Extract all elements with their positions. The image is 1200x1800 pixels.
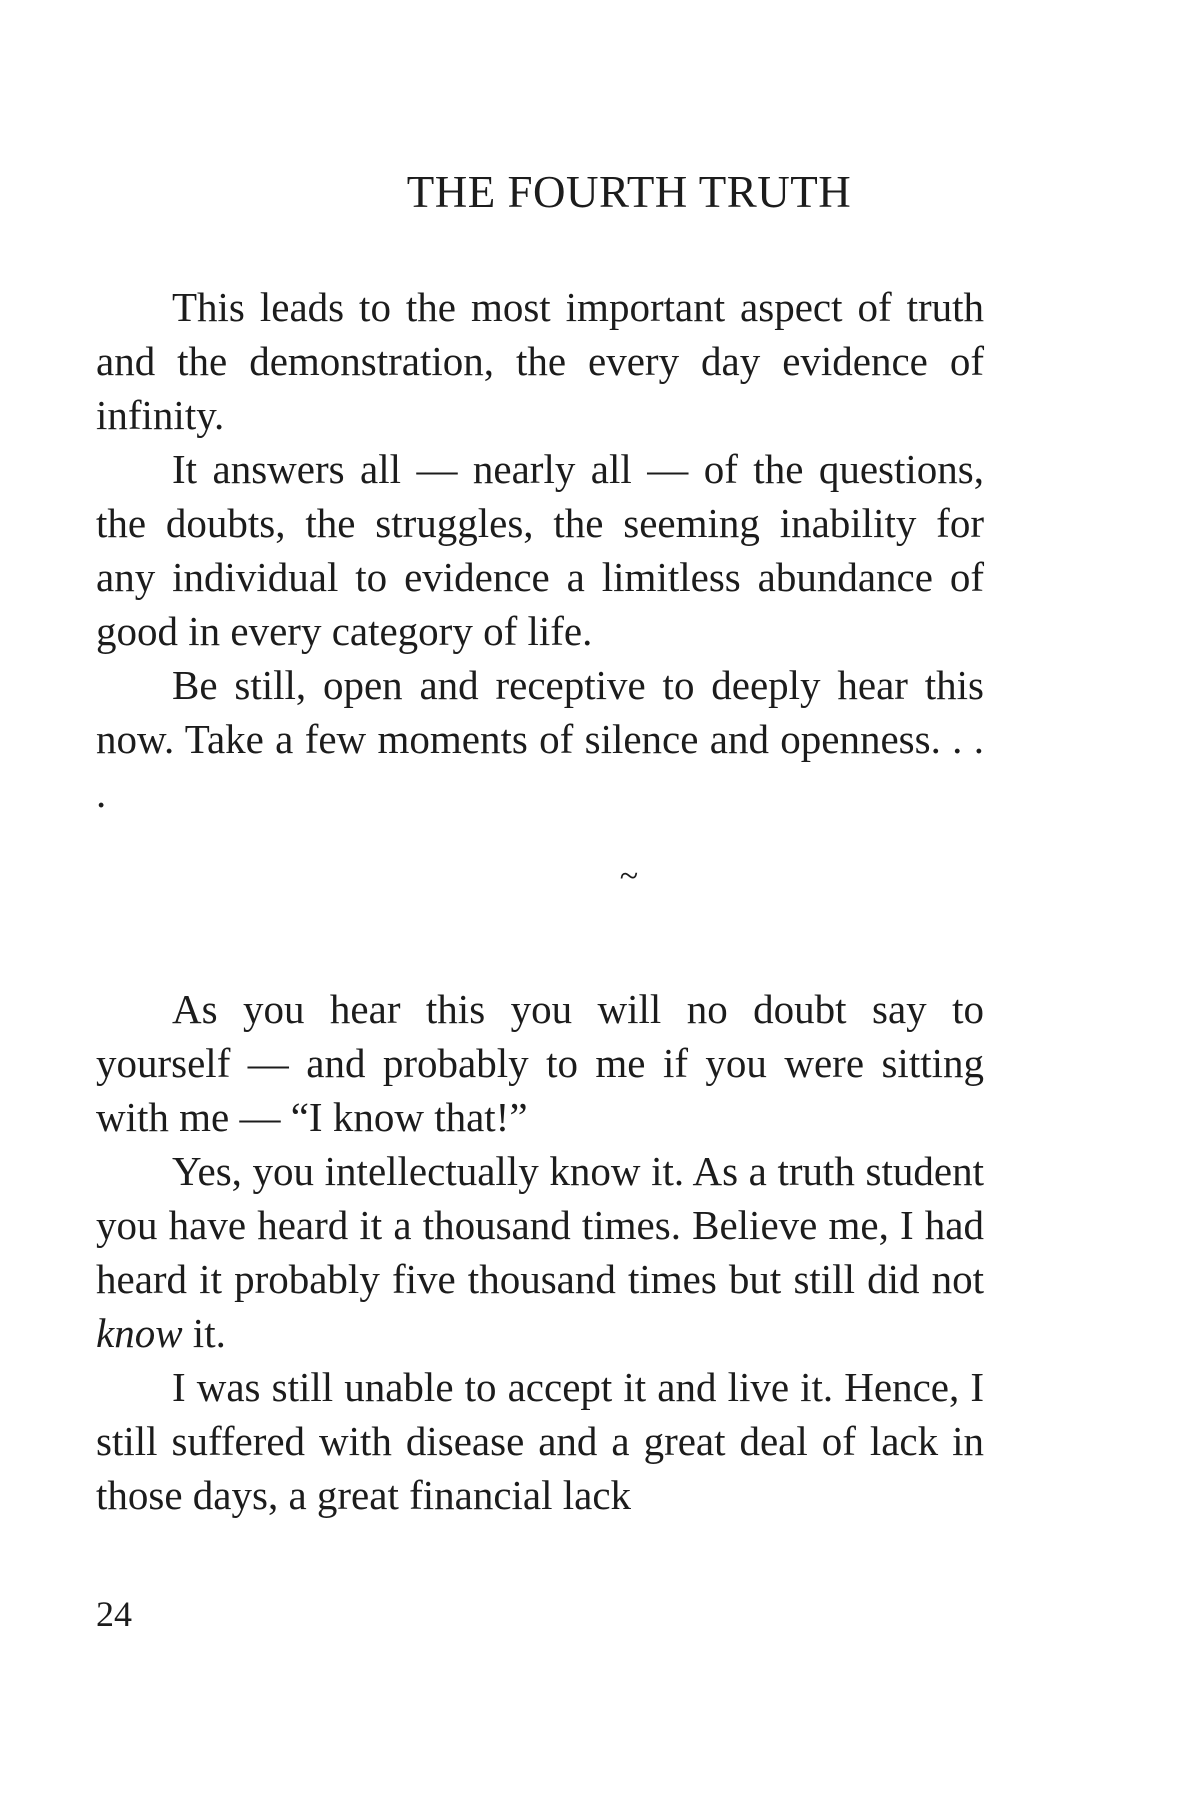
paragraph xyxy=(96,1144,984,1360)
paragraph: It answers all — nearly all — of the questions, the doubts, the struggles, the seeming inability for any individual to evidence a limitless abundance of good in every category of life. xyxy=(96,446,984,654)
section-break-ornament: ~ xyxy=(619,858,639,895)
page-number: 24 xyxy=(96,1594,132,1634)
body-text-section-2 xyxy=(96,982,984,1522)
emphasized-word: know xyxy=(96,1310,183,1356)
paragraph: Be still, open and receptive to deeply hear this now. Take a few moments of silence and openness. . . . xyxy=(96,662,984,816)
body-text-section-1 xyxy=(96,280,984,820)
paragraph: This leads to the most important aspect of truth and the demonstration, the every day evidence of infinity. xyxy=(96,284,984,438)
paragraph-text: it. xyxy=(182,1310,226,1356)
chapter-title: THE FOURTH TRUTH xyxy=(406,167,852,217)
paragraph: I was still unable to accept it and live it. Hence, I still suffered with disease and a great deal of lack in those days, a great financial lack xyxy=(96,1364,984,1518)
paragraph: As you hear this you will no doubt say to yourself — and probably to me if you were sitting with me — “I know that!” xyxy=(96,986,984,1140)
paragraph-text: Yes, you intellectually know it. As a truth student you have heard it a thousand times. Believe me, I had heard it probably five thousand times but still did not xyxy=(96,1148,984,1302)
